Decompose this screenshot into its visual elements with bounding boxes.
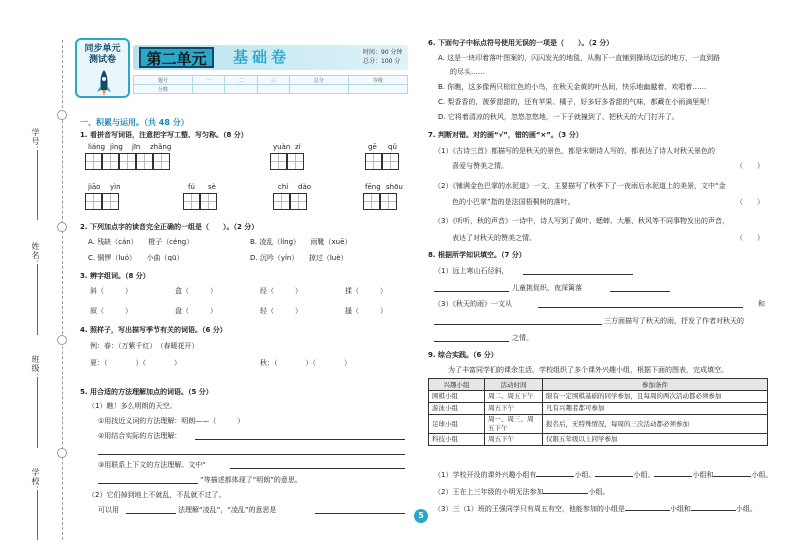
fill-9-3c: 小组。 <box>735 505 757 513</box>
score-col: 一 <box>193 76 225 85</box>
fill-3-cont: 三方面描写了秋天的雨，抒发了作者对秋天的 <box>604 317 744 325</box>
pinyin: fú <box>188 183 195 191</box>
word-item[interactable]: 叙（ ） <box>90 307 132 315</box>
pinyin: yuàn <box>273 143 291 151</box>
summer-answer[interactable]: 夏：（ ）（ ） <box>90 359 181 367</box>
table-cell: 凡有兴趣者都可参加 <box>543 403 768 415</box>
answer-line[interactable] <box>691 510 736 511</box>
table-header: 兴趣小组 <box>429 379 485 391</box>
answer-line[interactable] <box>98 454 405 455</box>
word-item[interactable]: 斜（ ） <box>90 287 132 295</box>
fill-9-1d: 小组和 <box>692 471 714 479</box>
table-header: 参加条件 <box>543 379 768 391</box>
word-item[interactable]: 经（ ） <box>260 287 302 295</box>
table-cell: 游泳小组 <box>429 403 485 415</box>
judge-paren[interactable]: （ ） <box>736 234 764 242</box>
table-cell: 限有一定围棋基础的同学参加，且每周的两次活动都必须参加 <box>543 391 768 403</box>
option-d[interactable]: D. 沉吟（yín） 掠过（luè） <box>250 254 348 262</box>
unit-title: 第二单元 <box>139 47 214 68</box>
answer-line[interactable] <box>625 510 670 511</box>
pinyin: shōu <box>386 183 403 191</box>
binding-hole <box>57 448 67 458</box>
score-col: 等级 <box>348 76 407 85</box>
test-time: 时间：90 分钟 <box>363 49 403 56</box>
table-row <box>429 415 768 434</box>
question-5-2a: 可以用 <box>98 506 119 514</box>
table-cell: 足球小组 <box>429 415 485 434</box>
table-cell: 报名后，无特殊情况，每周的三次活动都必须参加 <box>543 415 768 434</box>
fill-2: 儿童挑促织，夜深篱落 <box>512 284 582 292</box>
statement-3: （3）《听听，秋的声音》一诗中，诗人写到了黄叶、蟋蟀、大雁、秋风等不同事物发出的声音， <box>434 217 729 225</box>
section-1-title: 一、积累与运用。（共 48 分） <box>80 118 189 127</box>
score-col: 二 <box>225 76 257 85</box>
writing-box[interactable] <box>380 193 397 210</box>
name-label: 姓名： <box>31 242 40 269</box>
pinyin: sè <box>208 183 216 191</box>
binding-hole <box>57 222 67 232</box>
writing-box[interactable] <box>183 193 200 210</box>
pinyin: jīn <box>132 143 141 151</box>
writing-box[interactable] <box>290 193 307 210</box>
fill-9-3 <box>434 504 757 514</box>
student-id-line[interactable] <box>37 150 38 220</box>
answer-line[interactable] <box>434 341 509 342</box>
school-label: 学校： <box>31 468 40 495</box>
pinyin: jiāo <box>88 183 101 191</box>
answer-line[interactable] <box>230 468 405 469</box>
pinyin: liáng <box>88 143 106 151</box>
word-item[interactable]: 搔（ ） <box>345 307 387 315</box>
answer-line[interactable] <box>434 291 509 292</box>
pinyin: zi <box>295 143 301 151</box>
score-table <box>133 75 408 94</box>
word-item[interactable]: 盒（ ） <box>175 287 217 295</box>
activity-table <box>428 378 768 446</box>
judge-paren[interactable]: （ ） <box>736 162 764 170</box>
fill-9-1b: 小组、 <box>574 471 596 479</box>
table-cell: 周一、周三、周五下午 <box>485 415 543 434</box>
fill-9-3a: （3）三（1）班的王强同学只有周五有空，他能参加的小组是 <box>434 505 625 513</box>
pinyin: chí <box>278 183 289 191</box>
test-type: 基础卷 <box>233 48 291 66</box>
pinyin: jìng <box>110 143 123 151</box>
binding-strip <box>0 0 70 554</box>
answer-line[interactable] <box>713 476 751 477</box>
pinyin: dào <box>298 183 312 191</box>
answer-line[interactable] <box>536 476 574 477</box>
writing-box[interactable] <box>273 193 290 210</box>
fill-3: （3）《秋天的雨》一文从 <box>434 300 512 308</box>
badge-line2: 测试卷 <box>88 55 116 65</box>
test-total-score: 总分：100 分 <box>363 58 401 65</box>
fill-9-3b: 小组和 <box>669 505 691 513</box>
option-a-cont: 的尽头…… <box>450 68 485 76</box>
writing-box[interactable] <box>153 153 170 170</box>
writing-box[interactable] <box>382 153 399 170</box>
statement-2: （2）《铺满金色巴掌的水泥道》一文，主要描写了秋季下了一夜雨后水泥道上的美景，文中“金 <box>434 182 726 190</box>
writing-box[interactable] <box>200 193 217 210</box>
question-5-2: （2）它们掉到地上不就乱，不乱就不过了。 <box>88 491 226 499</box>
fill-1: （1）远上寒山石径斜， <box>434 267 509 275</box>
answer-line[interactable] <box>98 483 198 484</box>
score-col: 总分 <box>289 76 348 85</box>
badge-line1: 同步单元 <box>84 44 121 54</box>
table-row <box>429 403 768 415</box>
score-col: 三 <box>257 76 289 85</box>
answer-line[interactable] <box>126 513 176 514</box>
fill-9-1a: （1）学校开设的课外兴趣小组有 <box>434 471 537 479</box>
score-cell[interactable] <box>289 85 348 94</box>
autumn-answer[interactable]: 秋：（ ）（ ） <box>260 359 351 367</box>
answer-line[interactable] <box>538 307 743 308</box>
table-cell: 仅限五年级以上同学参加 <box>543 434 768 446</box>
option-c[interactable]: C. 梨香香的，菠萝甜甜的，还有苹果、橘子，好多好多香甜的气味，都藏在小雨滴里呢！ <box>438 98 714 106</box>
binding-hole <box>57 110 67 120</box>
question-5-1: （1）瞧！多么明朗的天空。 <box>88 402 177 410</box>
option-b[interactable]: B. 凌乱（líng） 雨靴（xuē） <box>250 238 352 246</box>
word-item[interactable]: 轻（ ） <box>260 307 302 315</box>
fill-9-1e: 小组。 <box>751 471 773 479</box>
school-line[interactable] <box>37 490 38 540</box>
word-item[interactable]: 盘（ ） <box>175 307 217 315</box>
score-cell[interactable] <box>348 85 407 94</box>
table-cell: 周二、周五下午 <box>485 391 543 403</box>
answer-line[interactable] <box>434 324 602 325</box>
statement-1: （1）《古诗三首》都描写的是秋天的景色，都是宋朝诗人写的，都表达了诗人对秋天景色的 <box>434 147 715 155</box>
pinyin: qǔ <box>388 143 397 151</box>
question-5-1b: ②用结合实际的方法理解： <box>98 432 182 440</box>
answer-line[interactable] <box>654 476 692 477</box>
table-header: 活动时间 <box>485 379 543 391</box>
writing-box[interactable] <box>85 153 102 170</box>
question-5-2b: 法理解“凌乱”，“凌乱”的意思是 <box>178 506 277 514</box>
fill-9-2a: （2）王在上三年级的小明无法参加 <box>434 488 544 496</box>
fill-9-2 <box>434 487 609 497</box>
question-7: 7. 判断对错。对的画“√”，错的画“×”。（3 分） <box>428 131 583 139</box>
writing-box[interactable] <box>119 153 136 170</box>
fill-9-2b: 小组。 <box>588 488 610 496</box>
option-b[interactable]: B. 你瞧，这多像两只棕红色的小鸟，在秋天金黄的叶丛间，快乐地幽越着、欢唱着…… <box>438 83 707 91</box>
answer-line[interactable] <box>610 291 670 292</box>
answer-line[interactable] <box>523 274 633 275</box>
fill-3-and: 和 <box>758 300 765 308</box>
pinyin: gē <box>368 143 377 151</box>
answer-line[interactable] <box>315 513 405 514</box>
writing-box[interactable] <box>365 153 382 170</box>
test-header <box>75 35 410 100</box>
statement-1-cont: 喜爱与赞美之情。 <box>452 162 508 170</box>
question-5-1c: ③用联系上下文的方法理解。文中“ <box>98 461 206 469</box>
question-5-1d: ”等描述都体现了“明朗”的意思。 <box>200 476 302 484</box>
table-cell: 科技小组 <box>429 434 485 446</box>
score-cell[interactable] <box>193 85 225 94</box>
pinyin: yìn <box>110 183 121 191</box>
table-row <box>429 434 768 446</box>
writing-box[interactable] <box>270 153 287 170</box>
judge-paren[interactable]: （ ） <box>736 198 764 206</box>
pinyin: fēng <box>365 183 381 191</box>
page-number: 5 <box>414 509 428 523</box>
fill-3-end: 之情。 <box>512 334 533 342</box>
question-6: 6. 下面句子中标点符号使用无误的一项是（ ）。（2 分） <box>428 39 614 47</box>
writing-box[interactable] <box>85 193 102 210</box>
question-9-intro: 为了丰富同学们的课余生活，学校组织了多个课外兴趣小组，根据下面的图表，完成填空。 <box>448 366 728 374</box>
statement-3-cont: 表达了对秋天的赞美之情。 <box>452 234 536 242</box>
score-col: 题号 <box>134 76 193 85</box>
word-item[interactable]: 揉（ ） <box>345 287 387 295</box>
writing-box[interactable] <box>287 153 304 170</box>
score-cell[interactable] <box>257 85 289 94</box>
binding-hole <box>57 335 67 345</box>
pinyin: zhǎng <box>150 143 172 151</box>
name-line[interactable] <box>37 265 38 335</box>
writing-box[interactable] <box>102 153 119 170</box>
table-cell: 周五下午 <box>485 403 543 415</box>
answer-line[interactable] <box>195 439 405 440</box>
fill-9-1 <box>434 470 772 480</box>
question-5-1a[interactable]: ①用找近义词的方法理解：明朗——（ ） <box>98 417 245 425</box>
table-cell: 周五下午 <box>485 434 543 446</box>
option-d[interactable]: D. 它将着清凉的秋风，忽悠忽悠地，一下子就撞到了、把秋天的大门打开了。 <box>438 113 679 121</box>
rocket-icon <box>96 70 112 96</box>
student-id-label: 学号： <box>31 128 40 155</box>
score-row-label: 分数 <box>134 85 193 94</box>
question-5: 5. 用合适的方法理解加点的词语。（5 分） <box>80 388 213 396</box>
writing-box[interactable] <box>136 153 153 170</box>
class-line[interactable] <box>37 378 38 448</box>
question-2: 2. 下列加点字的读音完全正确的一组是（ ）。（2 分） <box>80 223 259 231</box>
example: 例：春：（万紫千红） （春暖花开） <box>90 342 199 350</box>
answer-line[interactable] <box>595 476 633 477</box>
score-cell[interactable] <box>225 85 257 94</box>
option-a[interactable]: A. 这是一块印着落叶图案的，闪闪发光的地毯，从胸下一直铺到操场边远的地方，一直到路 <box>438 54 721 62</box>
question-3: 3. 辨字组词。（8 分） <box>80 272 150 280</box>
question-9: 9. 综合实践。（6 分） <box>428 351 498 359</box>
statement-2-cont: 色的小巴掌”指的是法国梧桐树的落叶。 <box>452 198 575 206</box>
table-cell: 围棋小组 <box>429 391 485 403</box>
question-8: 8. 根据所学知识填空。（7 分） <box>428 251 526 259</box>
class-label: 班级： <box>31 355 40 382</box>
title-bar <box>133 45 408 70</box>
fill-9-1c: 小组、 <box>633 471 655 479</box>
writing-box[interactable] <box>102 193 119 210</box>
option-c[interactable]: C. 铜锣（luó） 小曲（qū） <box>88 254 184 262</box>
answer-line[interactable] <box>543 493 588 494</box>
table-row <box>429 391 768 403</box>
test-time-info <box>363 48 403 66</box>
writing-box[interactable] <box>363 193 380 210</box>
test-badge <box>75 38 130 98</box>
question-1: 1. 看拼音写词语，注意把字写工整、写匀称。（8 分） <box>80 131 248 139</box>
option-a[interactable]: A. 残缺（cán） 橙子（céng） <box>88 238 194 246</box>
question-4: 4. 照样子，写出描写季节有关的词语。（6 分） <box>80 326 227 334</box>
